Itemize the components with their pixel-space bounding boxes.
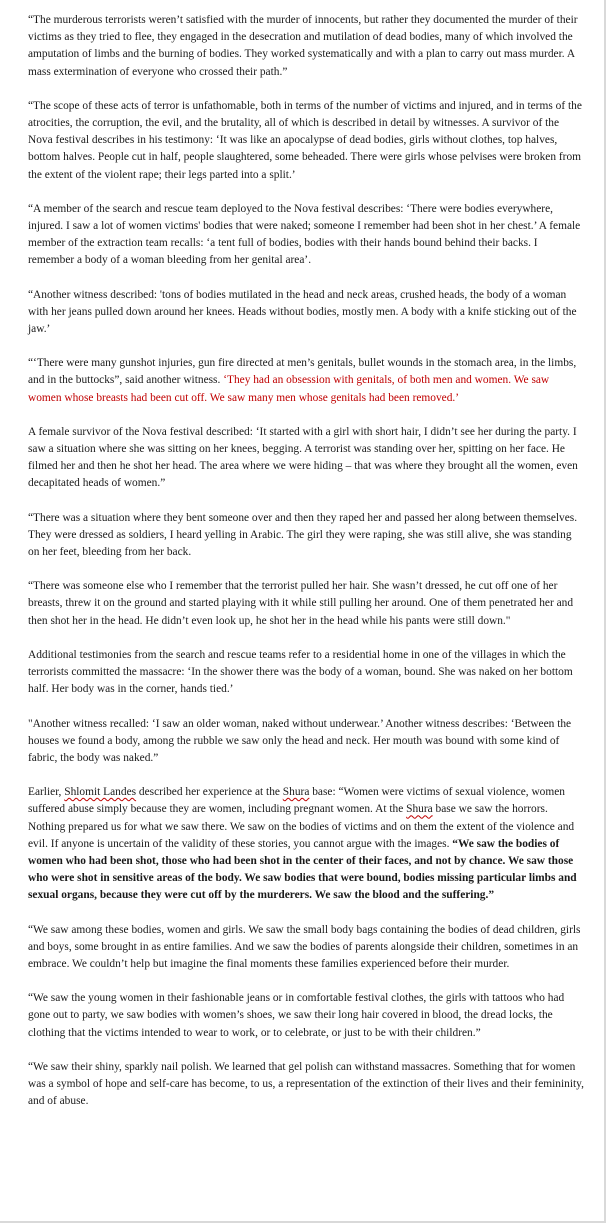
paragraph-7	[28, 510, 584, 562]
text-segment: Earlier,	[28, 786, 65, 799]
text-segment: “‘There were many gunshot injuries, gun fire directed at men’s genitals, bullet wounds in the stomach area, in the limbs, and in the buttocks”, said another witness.	[28, 357, 577, 387]
paragraph-4	[28, 287, 584, 339]
highlighted-quote: ‘They had an obsession with genitals, of both men and women. We saw women whose breasts had been cut off. We saw many men whose genitals had been removed.’	[28, 374, 550, 404]
spellcheck-flagged-word: Shura	[406, 803, 433, 816]
text-segment: “There was a situation where they bent someone over and then they raped her and passed her along between themselves. They were dressed as soldiers, I heard yelling in Arabic. The girl they were raping, she was still alive, she was standing on her feet, bleeding from her back.	[28, 511, 578, 559]
text-segment: “The murderous terrorists weren’t satisfied with the murder of innocents, but rather they documented the murder of their victims as they tried to flee, they engaged in the desecration and mutilation of dead bodies, many of which involved the amputation of limbs and the burning of bodies. They worked systematically and with a plan to carry out mass murder. A mass extermination of everyone who crossed their path.”	[28, 14, 578, 78]
bold-quote: “We saw the bodies of women who had been shot, those who had been shot in the center of their faces, and not by chance. We saw those who were shot in sensitive areas of the body. We saw bodies that were bound, bodies missing particular limbs and sexual organs, because they were cut off by the murderers. We saw the blood and the suffering.”	[28, 837, 577, 902]
text-segment: Additional testimonies from the search and rescue teams refer to a residential home in one of the villages in which the terrorists committed the massacre: ‘In the shower there was the body of a woman, bound. She was naked on her bottom half. Her body was in the corner, hands tied.’	[28, 648, 573, 696]
paragraph-11	[28, 784, 584, 904]
paragraph-5	[28, 355, 584, 407]
paragraph-12	[28, 922, 584, 974]
text-segment: A female survivor of the Nova festival described: ‘It started with a girl with short hair, I didn’t see her during the party. I saw a situation where she was sitting on her knees, begging. A terrorist was standing over her, spitting on her face. He filmed her and then he shot her head. The area where we were hiding – that was where they brought all the women, even decapitated heads of women.”	[28, 425, 578, 490]
spellcheck-flagged-word: Shlomit Landes	[64, 786, 137, 799]
text-segment: “The scope of these acts of terror is unfathomable, both in terms of the number of victims and injured, and in terms of the atrocities, the corruption, the evil, and the brutality, all of which is described in detail by witnesses. A survivor of the Nova festival describes in his testimony: ‘It was like an apocalypse of dead bodies, girls without clothes, top halves, bottom halves. People cut in half, people slaughtered, some beheaded. There were girls whose pelvises were broken from the extent of the violent rape; their legs parted into a split.’	[28, 99, 582, 181]
paragraph-13	[28, 990, 584, 1042]
paragraph-8	[28, 578, 584, 630]
paragraph-3	[28, 201, 584, 270]
paragraph-14	[28, 1059, 584, 1111]
text-segment: “We saw their shiny, sparkly nail polish. We learned that gel polish can withstand massacres. Something that for women was a symbol of hope and self-care has become, to us, a representation of the extinction of their lives and their femininity, and of abuse.	[28, 1060, 584, 1108]
text-segment: “There was someone else who I remember that the terrorist pulled her hair. She wasn’t dressed, he cut off one of her breasts, threw it on the ground and started playing with it while still pulling her around. One of them penetrated her and then shot her in the head. He didn’t even look up, he shot her in the head while his pants were still down."	[28, 580, 574, 627]
text-segment: described her experience at the	[136, 786, 283, 799]
paragraph-10	[28, 716, 584, 768]
paragraph-1	[28, 12, 584, 81]
text-segment: base: “Women were victims of sexual violence, women suffered abuse simply because they are women, including pregnant women. At the	[28, 786, 565, 816]
spellcheck-flagged-word: Shura	[282, 786, 310, 799]
text-segment: “Another witness described: 'tons of bodies mutilated in the head and neck areas, crushed heads, the body of a woman with her jeans pulled down around her knees. Heads without bodies, mostly men. A body with a knife sticking out of the jaw.’	[28, 288, 577, 336]
paragraph-6	[28, 424, 584, 493]
document-body	[28, 12, 584, 1127]
text-segment: base we saw the horrors. Nothing prepared us for what we saw there. We saw on the bodies of victims and on them the extent of the violence and evil. If anyone is uncertain of the validity of these stories, you cannot argue with the images.	[28, 803, 575, 850]
text-segment: “A member of the search and rescue team deployed to the Nova festival describes: ‘There were bodies everywhere, injured. I saw a lot of women victims' bodies that were naked; someone I remember had been shot in her chest.’ A female member of the extraction team recalls: ‘a tent full of bodies, bodies with their hands bound behind their backs. I remember a body of a woman bleeding from her genital area’.	[28, 202, 581, 267]
text-segment: “We saw among these bodies, women and girls. We saw the small body bags containing the bodies of dead children, girls and boys, some brought in as entire families. And we saw the bodies of parents alongside their children, sometimes in an embrace. We couldn’t help but imagine the final moments these families experienced before their murder.	[28, 923, 581, 970]
text-segment: “We saw the young women in their fashionable jeans or in comfortable festival clothes, the girls with tattoos who had gone out to party, we saw bodies with women’s shoes, we saw their long hair covered in blood, the dread locks, the clothing that the victims intended to wear to work, or to celebrate, or just to be with their children.”	[28, 992, 565, 1039]
paragraph-9	[28, 647, 584, 699]
paragraph-2	[28, 98, 584, 184]
text-segment: "Another witness recalled: ‘I saw an older woman, naked without underwear.’ Another witness describes: ‘Between the houses we found a body, among the rubble we saw only the head and neck. Her mouth was bound with some kind of fabric, the body was naked.”	[28, 717, 572, 764]
